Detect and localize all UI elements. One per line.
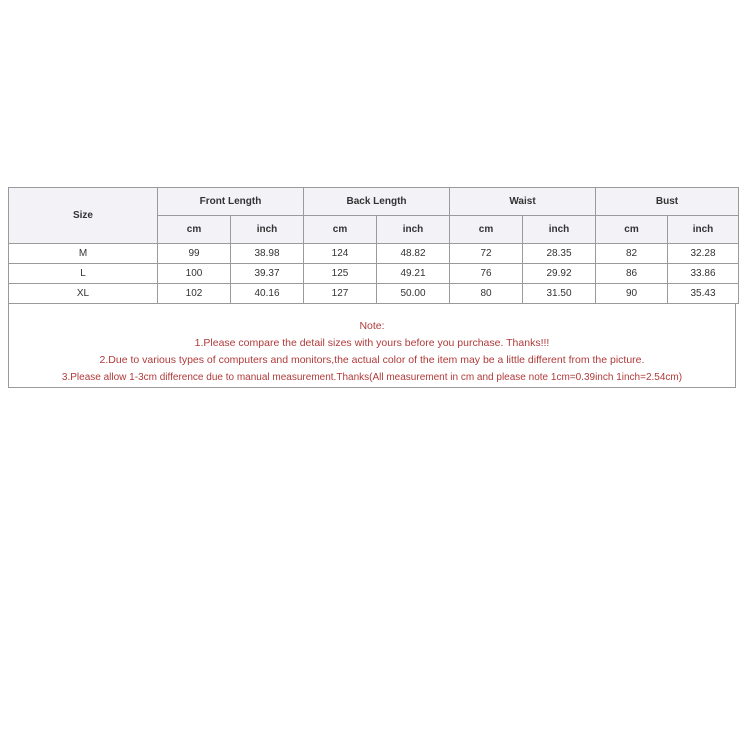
table-cell: 125 — [304, 264, 377, 284]
table-cell: 40.16 — [231, 284, 304, 304]
notes-box — [8, 304, 736, 388]
table-cell: 29.92 — [523, 264, 596, 284]
table-cell: 86 — [596, 264, 668, 284]
note-line-2: 2.Due to various types of computers and monitors,the actual color of the item may be a little different from the picture. — [99, 354, 645, 366]
table-cell: 49.21 — [377, 264, 450, 284]
group-header-row — [9, 188, 739, 216]
table-cell: 72 — [450, 244, 523, 264]
note-title: Note: — [359, 320, 385, 332]
table-cell: 31.50 — [523, 284, 596, 304]
table-cell: 50.00 — [377, 284, 450, 304]
table-cell: 76 — [450, 264, 523, 284]
front-length-header: Front Length — [158, 188, 304, 216]
unit-header: cm — [450, 216, 523, 244]
size-column-header: Size — [9, 188, 158, 244]
table-cell: 102 — [158, 284, 231, 304]
size-table — [8, 187, 739, 304]
note-line-1: 1.Please compare the detail sizes with yours before you purchase. Thanks!!! — [194, 337, 550, 349]
table-cell: 33.86 — [668, 264, 739, 284]
note-line-3: 3.Please allow 1-3cm difference due to manual measurement.Thanks(All measurement in cm and please note 1cm=0.39inch 1inch=2.54cm) — [61, 372, 683, 383]
table-row — [9, 284, 739, 304]
table-cell: 82 — [596, 244, 668, 264]
table-cell: 38.98 — [231, 244, 304, 264]
unit-header: cm — [596, 216, 668, 244]
size-cell: XL — [9, 284, 158, 304]
unit-header: inch — [231, 216, 304, 244]
unit-header: inch — [668, 216, 739, 244]
back-length-header: Back Length — [304, 188, 450, 216]
table-cell: 35.43 — [668, 284, 739, 304]
table-cell: 99 — [158, 244, 231, 264]
unit-header: inch — [523, 216, 596, 244]
table-cell: 90 — [596, 284, 668, 304]
waist-header: Waist — [450, 188, 596, 216]
table-cell: 48.82 — [377, 244, 450, 264]
table-cell: 80 — [450, 284, 523, 304]
size-cell: L — [9, 264, 158, 284]
size-chart — [8, 187, 738, 388]
unit-header: cm — [158, 216, 231, 244]
table-cell: 32.28 — [668, 244, 739, 264]
table-row — [9, 264, 739, 284]
unit-header: inch — [377, 216, 450, 244]
table-cell: 127 — [304, 284, 377, 304]
table-cell: 100 — [158, 264, 231, 284]
table-cell: 39.37 — [231, 264, 304, 284]
size-cell: M — [9, 244, 158, 264]
unit-header: cm — [304, 216, 377, 244]
table-cell: 124 — [304, 244, 377, 264]
table-cell: 28.35 — [523, 244, 596, 264]
table-row — [9, 244, 739, 264]
bust-header: Bust — [596, 188, 739, 216]
